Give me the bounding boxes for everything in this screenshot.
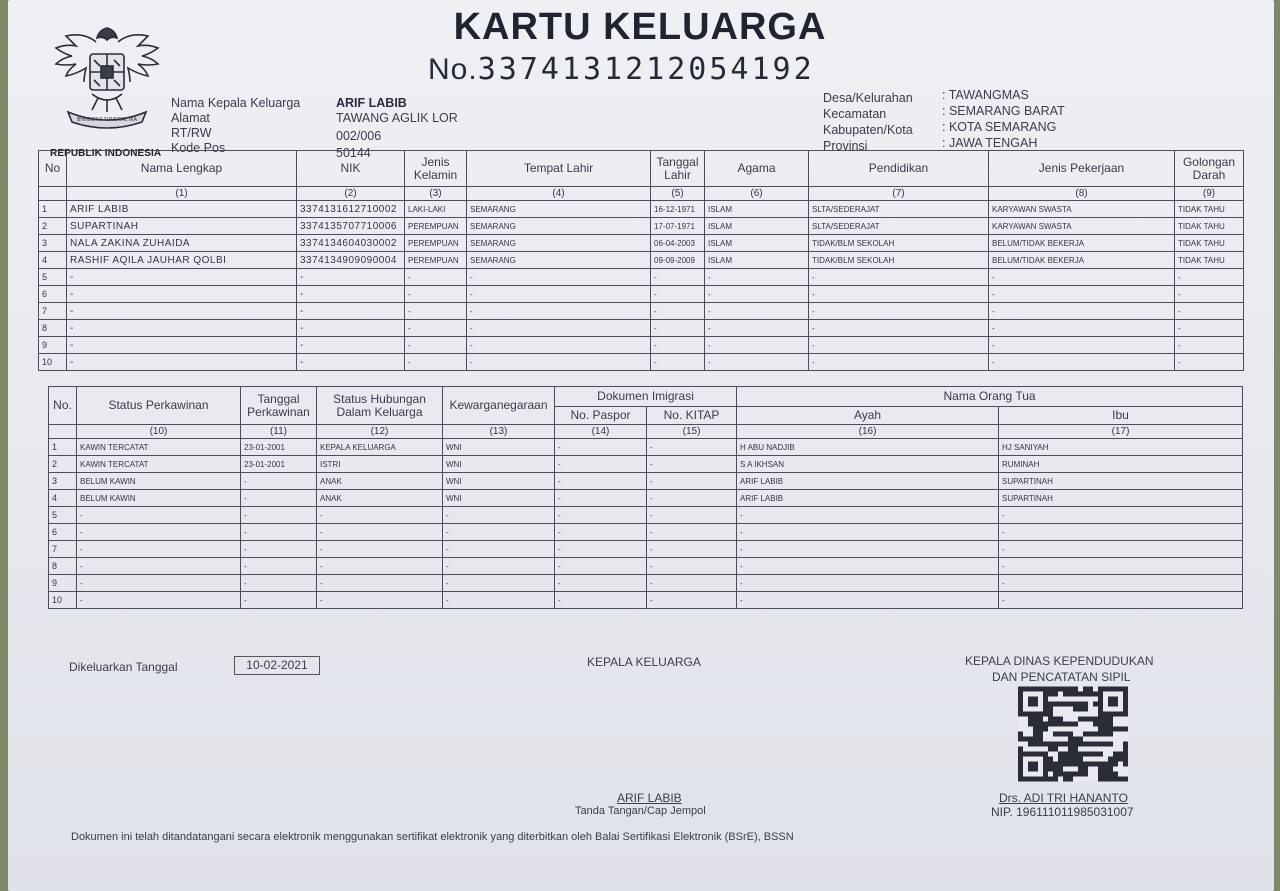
table-cell: 10 xyxy=(49,592,77,609)
table-cell: - xyxy=(405,303,467,320)
value-kode-pos: 50144 xyxy=(336,146,371,160)
col-header-hubungan: Status Hubungan Dalam Keluarga xyxy=(317,387,443,425)
table-cell: - xyxy=(705,354,809,371)
table-cell: - xyxy=(297,269,405,286)
table-cell: - xyxy=(555,575,647,592)
table-cell: BELUM/TIDAK BEKERJA xyxy=(989,235,1175,252)
table-cell: - xyxy=(443,558,555,575)
table-cell: H ABU NADJIB xyxy=(737,439,999,456)
table-row xyxy=(49,541,1243,558)
table-cell: - xyxy=(999,541,1243,558)
table-cell: - xyxy=(405,269,467,286)
table-cell: PEREMPUAN xyxy=(405,218,467,235)
table-cell: - xyxy=(1175,303,1244,320)
family-members-body xyxy=(39,187,1244,371)
table-cell: BELUM KAWIN xyxy=(77,490,241,507)
value-rtrw: 002/006 xyxy=(336,129,382,143)
table-cell: 3374135707710006 xyxy=(297,218,405,235)
table-cell: - xyxy=(241,473,317,490)
table-cell: - xyxy=(67,354,297,371)
table-cell: - xyxy=(705,337,809,354)
table-cell: - xyxy=(999,575,1243,592)
table-cell: - xyxy=(1175,354,1244,371)
table-cell: - xyxy=(443,507,555,524)
table-row xyxy=(39,235,1244,252)
table-cell: SEMARANG xyxy=(467,201,651,218)
table-cell: 8 xyxy=(49,558,77,575)
table-cell: - xyxy=(405,337,467,354)
value-kabupaten: : KOTA SEMARANG xyxy=(942,120,1057,134)
col-header-tempat-lahir: Tempat Lahir xyxy=(467,151,651,187)
table-cell: - xyxy=(443,541,555,558)
table-cell: KARYAWAN SWASTA xyxy=(989,218,1175,235)
column-number: (2) xyxy=(297,187,405,201)
table-cell: - xyxy=(297,337,405,354)
table-cell: 6 xyxy=(39,286,67,303)
table-row xyxy=(39,303,1244,320)
table-cell: - xyxy=(77,541,241,558)
table-cell: S A IKHSAN xyxy=(737,456,999,473)
table-cell: - xyxy=(241,592,317,609)
table-cell: 3374134604030002 xyxy=(297,235,405,252)
table-cell: 3 xyxy=(39,235,67,252)
table-cell: - xyxy=(317,575,443,592)
table-row xyxy=(49,524,1243,541)
label-kepala-keluarga: Nama Kepala Keluarga xyxy=(171,96,301,110)
table-cell: - xyxy=(1175,286,1244,303)
table-cell: - xyxy=(241,575,317,592)
table-cell: - xyxy=(77,507,241,524)
table-cell: - xyxy=(77,558,241,575)
table-cell: - xyxy=(737,575,999,592)
table-cell: - xyxy=(737,558,999,575)
table-cell: 17-07-1971 xyxy=(651,218,705,235)
head-of-family-name: ARIF LABIB xyxy=(617,791,682,805)
value-kecamatan: : SEMARANG BARAT xyxy=(942,104,1065,118)
table-cell: - xyxy=(67,337,297,354)
table-cell: - xyxy=(651,303,705,320)
table-cell: LAKI-LAKI xyxy=(405,201,467,218)
table-cell: - xyxy=(989,337,1175,354)
table-cell: 5 xyxy=(39,269,67,286)
table-cell: - xyxy=(467,303,651,320)
table-cell: 7 xyxy=(49,541,77,558)
col-header-tanggal-perkawinan: Tanggal Perkawinan xyxy=(241,387,317,425)
column-number: (8) xyxy=(989,187,1175,201)
column-number: (17) xyxy=(999,425,1243,439)
table-cell: - xyxy=(405,286,467,303)
table-cell: TIDAK TAHU xyxy=(1175,201,1244,218)
table-cell: - xyxy=(989,354,1175,371)
table-cell: - xyxy=(647,541,737,558)
qr-code-icon xyxy=(1018,686,1128,782)
official-title-line1: KEPALA DINAS KEPENDUDUKAN xyxy=(965,654,1154,668)
table-cell: - xyxy=(705,269,809,286)
table-cell: - xyxy=(555,439,647,456)
table-cell: - xyxy=(647,558,737,575)
table-cell: - xyxy=(67,320,297,337)
col-header-no: No xyxy=(39,151,67,187)
header-right-labels xyxy=(823,90,913,154)
table-cell: RUMINAH xyxy=(999,456,1243,473)
kk-number xyxy=(428,52,815,87)
table-cell: - xyxy=(651,286,705,303)
table-cell: NALA ZAKINA ZUHAIDA xyxy=(67,235,297,252)
table-cell: - xyxy=(241,541,317,558)
table-cell: - xyxy=(241,524,317,541)
table-cell: - xyxy=(651,269,705,286)
table-cell: SUPARTINAH xyxy=(999,490,1243,507)
table-cell: - xyxy=(647,473,737,490)
column-number-row xyxy=(49,425,1243,439)
table-cell: - xyxy=(809,354,989,371)
table-cell: 7 xyxy=(39,303,67,320)
table-cell: ISLAM xyxy=(705,235,809,252)
table-cell: - xyxy=(809,337,989,354)
table-cell: - xyxy=(405,320,467,337)
table-cell: 1 xyxy=(49,439,77,456)
column-number: (1) xyxy=(67,187,297,201)
col-header-ibu: Ibu xyxy=(999,407,1243,425)
col-header-golongan-darah: Golongan Darah xyxy=(1175,151,1244,187)
table-cell: ARIF LABIB xyxy=(737,490,999,507)
family-status-body xyxy=(49,425,1243,609)
table-cell: SUPARTINAH xyxy=(67,218,297,235)
table-cell: - xyxy=(809,320,989,337)
table-row xyxy=(39,201,1244,218)
table-cell: - xyxy=(737,541,999,558)
table-cell: ARIF LABIB xyxy=(737,473,999,490)
table-cell: 9 xyxy=(49,575,77,592)
column-number-row xyxy=(39,187,1244,201)
table-cell: - xyxy=(647,524,737,541)
table-cell: - xyxy=(647,575,737,592)
table-cell: - xyxy=(999,507,1243,524)
col-header-paspor: No. Paspor xyxy=(555,407,647,425)
table-cell: - xyxy=(1175,269,1244,286)
table-cell: - xyxy=(467,286,651,303)
table-row xyxy=(39,252,1244,269)
table-row xyxy=(39,218,1244,235)
value-provinsi: : JAWA TENGAH xyxy=(942,136,1038,150)
table-cell: 3 xyxy=(49,473,77,490)
table-cell: - xyxy=(241,558,317,575)
table-row xyxy=(39,337,1244,354)
table-cell: SUPARTINAH xyxy=(999,473,1243,490)
col-header-status-perkawinan: Status Perkawinan xyxy=(77,387,241,425)
table-cell: KAWIN TERCATAT xyxy=(77,456,241,473)
table-cell: - xyxy=(555,507,647,524)
country-label: REPUBLIK INDONESIA xyxy=(50,148,162,159)
table-cell: - xyxy=(317,524,443,541)
column-number: (7) xyxy=(809,187,989,201)
value-kepala-keluarga: ARIF LABIB xyxy=(336,96,407,110)
table-cell: ISLAM xyxy=(705,252,809,269)
col-header-tanggal-lahir: Tanggal Lahir xyxy=(651,151,705,187)
electronic-signature-note: Dokumen ini telah ditandatangani secara elektronik menggunakan sertifikat elektronik yang diterbitkan oleh Balai Sertifikasi Elektronik (BSrE), BSSN xyxy=(71,831,794,843)
table-cell: 9 xyxy=(39,337,67,354)
col-header-ayah: Ayah xyxy=(737,407,999,425)
table-cell: 4 xyxy=(49,490,77,507)
col-header-no2: No. xyxy=(49,387,77,425)
table-row xyxy=(49,558,1243,575)
family-members-table xyxy=(38,150,1244,371)
col-header-pendidikan: Pendidikan xyxy=(809,151,989,187)
table-row xyxy=(49,490,1243,507)
official-title-line2: DAN PENCATATAN SIPIL xyxy=(992,670,1131,684)
column-number xyxy=(39,187,67,201)
column-number: (10) xyxy=(77,425,241,439)
table-cell: - xyxy=(555,456,647,473)
table-cell: - xyxy=(443,575,555,592)
table-cell: ARIF LABIB xyxy=(67,201,297,218)
table-cell: - xyxy=(647,507,737,524)
col-header-nama: Nama Lengkap xyxy=(67,151,297,187)
table-row xyxy=(39,286,1244,303)
table-cell: - xyxy=(651,320,705,337)
table-cell: TIDAK/BLM SEKOLAH xyxy=(809,252,989,269)
col-header-kewarganegaraan: Kewarganegaraan xyxy=(443,387,555,425)
col-header-jenis-kelamin: Jenis Kelamin xyxy=(405,151,467,187)
table-cell: ISLAM xyxy=(705,201,809,218)
col-header-kitap: No. KITAP xyxy=(647,407,737,425)
table-cell: SEMARANG xyxy=(467,252,651,269)
table-cell: - xyxy=(77,575,241,592)
column-number: (16) xyxy=(737,425,999,439)
table-cell: - xyxy=(297,303,405,320)
header-left-labels xyxy=(171,96,300,156)
table-cell: - xyxy=(989,286,1175,303)
table-cell: 3374134909090004 xyxy=(297,252,405,269)
table-cell: 2 xyxy=(39,218,67,235)
table-row xyxy=(49,439,1243,456)
official-nip: NIP. 196111011985031007 xyxy=(991,805,1134,819)
table-cell: - xyxy=(555,592,647,609)
kk-number-label: No. xyxy=(428,53,478,86)
column-number: (3) xyxy=(405,187,467,201)
table-cell: BELUM/TIDAK BEKERJA xyxy=(989,252,1175,269)
table-row xyxy=(39,354,1244,371)
table-cell: - xyxy=(317,541,443,558)
column-number: (14) xyxy=(555,425,647,439)
table-cell: SLTA/SEDERAJAT xyxy=(809,201,989,218)
col-header-nik: NIK xyxy=(297,151,405,187)
table-cell: - xyxy=(555,558,647,575)
table-cell: - xyxy=(317,507,443,524)
column-number: (12) xyxy=(317,425,443,439)
table-cell: KAWIN TERCATAT xyxy=(77,439,241,456)
table-cell: - xyxy=(67,303,297,320)
table-cell: WNI xyxy=(443,456,555,473)
column-number: (13) xyxy=(443,425,555,439)
table-cell: - xyxy=(647,456,737,473)
label-provinsi: Provinsi xyxy=(823,139,868,153)
table-cell: - xyxy=(405,354,467,371)
signature-caption: Tanda Tangan/Cap Jempol xyxy=(575,805,706,817)
table-cell: PEREMPUAN xyxy=(405,235,467,252)
value-desa: : TAWANGMAS xyxy=(942,88,1029,102)
table-cell: SLTA/SEDERAJAT xyxy=(809,218,989,235)
table-cell: 23-01-2001 xyxy=(241,439,317,456)
value-alamat: TAWANG AGLIK LOR xyxy=(336,111,458,125)
header-right-values xyxy=(942,87,1065,151)
table-cell: TIDAK TAHU xyxy=(1175,252,1244,269)
official-name: Drs. ADI TRI HANANTO xyxy=(999,791,1128,805)
table-row xyxy=(49,592,1243,609)
table-cell: PEREMPUAN xyxy=(405,252,467,269)
table-cell: 2 xyxy=(49,456,77,473)
table-cell: - xyxy=(647,490,737,507)
table-row xyxy=(49,473,1243,490)
label-kabupaten: Kabupaten/Kota xyxy=(823,123,913,137)
kk-number-value: 3374131212054192 xyxy=(477,52,815,87)
table-cell: 5 xyxy=(49,507,77,524)
table-cell: BELUM KAWIN xyxy=(77,473,241,490)
column-number: (9) xyxy=(1175,187,1244,201)
table-cell: - xyxy=(67,269,297,286)
table-cell: - xyxy=(555,541,647,558)
label-rtrw: RT/RW xyxy=(171,126,212,140)
table-cell: 6 xyxy=(49,524,77,541)
table-cell: - xyxy=(297,286,405,303)
table-cell: - xyxy=(989,320,1175,337)
table-row xyxy=(49,456,1243,473)
table-cell: WNI xyxy=(443,490,555,507)
table-cell: - xyxy=(77,524,241,541)
table-cell: - xyxy=(809,286,989,303)
table-cell: - xyxy=(809,303,989,320)
table-cell: 23-01-2001 xyxy=(241,456,317,473)
table-cell: SEMARANG xyxy=(467,218,651,235)
table-cell: - xyxy=(1175,320,1244,337)
table-cell: - xyxy=(77,592,241,609)
table-cell: - xyxy=(1175,337,1244,354)
document-title: KARTU KELUARGA xyxy=(453,6,827,48)
table-cell: - xyxy=(241,507,317,524)
column-number xyxy=(49,425,77,439)
table-cell: - xyxy=(647,592,737,609)
table-cell: 1 xyxy=(39,201,67,218)
table-cell: - xyxy=(705,286,809,303)
table-cell: - xyxy=(555,524,647,541)
table-row xyxy=(39,320,1244,337)
table-cell: - xyxy=(737,592,999,609)
table-cell: - xyxy=(999,558,1243,575)
table-cell: - xyxy=(989,303,1175,320)
table-cell: - xyxy=(467,354,651,371)
table-cell: 06-04-2003 xyxy=(651,235,705,252)
table-row xyxy=(49,507,1243,524)
table-cell: 16-12-1971 xyxy=(651,201,705,218)
table-cell: - xyxy=(67,286,297,303)
table-cell: - xyxy=(999,592,1243,609)
table-cell: - xyxy=(467,269,651,286)
table-cell: ISLAM xyxy=(705,218,809,235)
column-number: (6) xyxy=(705,187,809,201)
table-cell: KEPALA KELUARGA xyxy=(317,439,443,456)
table-cell: TIDAK TAHU xyxy=(1175,218,1244,235)
table-row xyxy=(39,269,1244,286)
family-status-table xyxy=(48,386,1243,609)
table-cell: 8 xyxy=(39,320,67,337)
table-cell: 3374131612710002 xyxy=(297,201,405,218)
label-kode-pos: Kode Pos xyxy=(171,141,226,155)
table-cell: HJ SANIYAH xyxy=(999,439,1243,456)
table-cell: - xyxy=(651,354,705,371)
issued-date-value: 10-02-2021 xyxy=(234,656,320,675)
table-cell: WNI xyxy=(443,473,555,490)
table-cell: - xyxy=(647,439,737,456)
column-number: (15) xyxy=(647,425,737,439)
column-number: (5) xyxy=(651,187,705,201)
issued-date-label: Dikeluarkan Tanggal xyxy=(69,660,178,674)
table-row xyxy=(49,575,1243,592)
table-cell: 10 xyxy=(39,354,67,371)
table-cell: - xyxy=(317,558,443,575)
table-cell: KARYAWAN SWASTA xyxy=(989,201,1175,218)
table-cell: - xyxy=(737,507,999,524)
table-cell: SEMARANG xyxy=(467,235,651,252)
head-of-family-title: KEPALA KELUARGA xyxy=(587,655,701,669)
col-header-agama: Agama xyxy=(705,151,809,187)
table-cell: - xyxy=(317,592,443,609)
table-cell: - xyxy=(555,473,647,490)
table-cell: - xyxy=(467,320,651,337)
col-header-pekerjaan: Jenis Pekerjaan xyxy=(989,151,1175,187)
table-cell: - xyxy=(705,320,809,337)
table-cell: TIDAK/BLM SEKOLAH xyxy=(809,235,989,252)
col-header-dokumen-imigrasi: Dokumen Imigrasi xyxy=(555,387,737,407)
table-cell: - xyxy=(297,354,405,371)
table-cell: - xyxy=(467,337,651,354)
table-cell: TIDAK TAHU xyxy=(1175,235,1244,252)
table-cell: ANAK xyxy=(317,473,443,490)
table-cell: - xyxy=(443,524,555,541)
table-cell: - xyxy=(555,490,647,507)
table-cell: - xyxy=(241,490,317,507)
table-cell: - xyxy=(989,269,1175,286)
table-cell: - xyxy=(999,524,1243,541)
table-cell: 09-09-2009 xyxy=(651,252,705,269)
table-cell: - xyxy=(737,524,999,541)
table-cell: - xyxy=(297,320,405,337)
table-cell: - xyxy=(705,303,809,320)
column-number: (4) xyxy=(467,187,651,201)
column-number: (11) xyxy=(241,425,317,439)
table-cell: - xyxy=(809,269,989,286)
table-cell: WNI xyxy=(443,439,555,456)
label-kecamatan: Kecamatan xyxy=(823,107,887,121)
table-cell: ISTRI xyxy=(317,456,443,473)
col-header-orang-tua: Nama Orang Tua xyxy=(737,387,1243,407)
table-cell: - xyxy=(651,337,705,354)
table-cell: 4 xyxy=(39,252,67,269)
table-cell: ANAK xyxy=(317,490,443,507)
label-desa: Desa/Kelurahan xyxy=(823,91,913,105)
table-cell: - xyxy=(443,592,555,609)
emblem-banner: BHINNEKA TUNGGAL IKA xyxy=(76,117,138,123)
label-alamat: Alamat xyxy=(171,111,210,125)
table-cell: RASHIF AQILA JAUHAR QOLBI xyxy=(67,252,297,269)
